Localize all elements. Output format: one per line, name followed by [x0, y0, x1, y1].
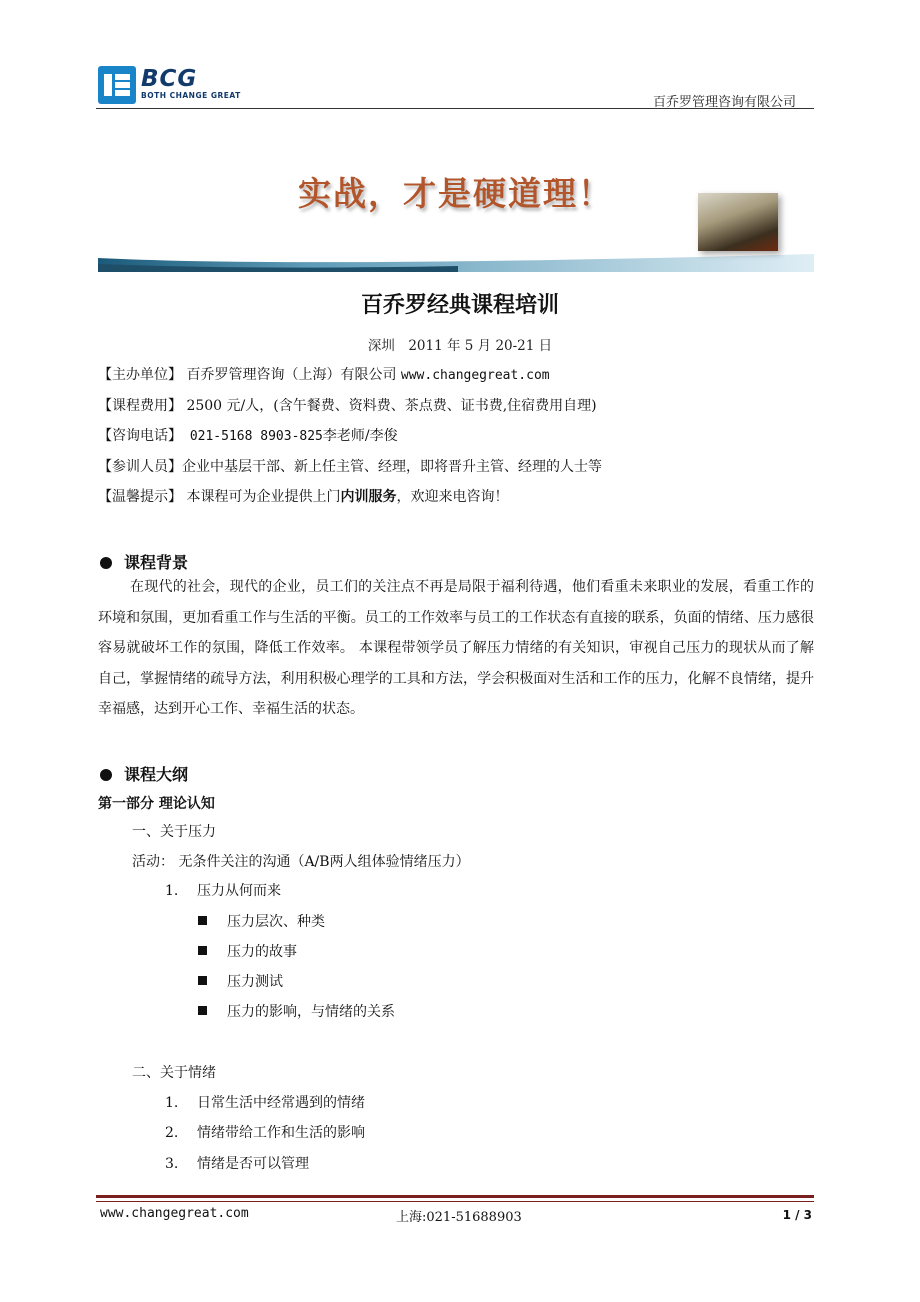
footer-url[interactable]: www.changegreat.com: [100, 1206, 249, 1221]
list-item: 1. 日常生活中经常遇到的情绪: [165, 1095, 365, 1111]
info-bold: 内训服务: [340, 489, 397, 505]
bullet-item: 压力的影响，与情绪的关系: [198, 1001, 395, 1021]
bullet-dot-icon: [100, 769, 112, 781]
bcg-logo-icon: [98, 66, 136, 104]
bullet-item: 压力测试: [198, 971, 283, 991]
banner-slogan: 实战，才是硬道理！: [298, 174, 613, 213]
info-phone: [98, 425, 398, 445]
footer-divider: [96, 1195, 814, 1198]
bullet-dot-icon: [100, 557, 112, 569]
list-item: 1. 压力从何而来: [165, 883, 281, 899]
square-bullet-icon: [198, 976, 207, 985]
info-label: 【主办单位】: [98, 367, 182, 383]
footer-divider-thin: [96, 1201, 814, 1202]
info-label: 【咨询电话】: [98, 428, 182, 444]
logo-text: BCG: [141, 66, 198, 92]
square-bullet-icon: [198, 916, 207, 925]
logo-subtext: BOTH CHANGE GREAT: [141, 91, 241, 100]
info-label: 【课程费用】: [98, 398, 182, 414]
info-text: 企业中基层干部、新上任主管、经理，即将晋升主管、经理的人士等: [182, 459, 602, 475]
list-item: 2. 情绪带给工作和生活的影响: [165, 1125, 365, 1141]
subsection-stress: 一、关于压力: [132, 824, 216, 840]
background-paragraph: 在现代的社会，现代的企业，员工们的关注点不再是局限于福利待遇，他们看重未来职业的发展，看重工作的环境和氛围，更加看重工作与生活的平衡。员工的工作效率与员工的工作状态有直接的联系，负面的情绪、压力感很容易就破坏工作的氛围，降低工作效率。 本课程带领学员了解压力情绪的有关知识，审视自己压力的现状从而了解自己，掌握情绪的疏导方法，利用积极心理学的工具和方法，学会积极面对生活和工作的压力，化解不良情绪，提升幸福感，达到开心工作、幸福生活的状态。: [98, 579, 814, 718]
section-heading-background: 课程背景: [100, 550, 188, 573]
phone-number: 021-5168 8903-825: [182, 429, 323, 444]
info-tail: ，欢迎来电咨询！: [396, 489, 509, 505]
bullet-item: 压力层次、种类: [198, 911, 325, 931]
info-label: 【温馨提示】: [98, 489, 182, 505]
square-bullet-icon: [198, 946, 207, 955]
subsection-emotion: 二、关于情绪: [132, 1065, 216, 1081]
contact-names: 李老师/李俊: [322, 428, 398, 444]
info-text: 百乔罗管理咨询（上海）有限公司: [182, 367, 401, 383]
organizer-url[interactable]: www.changegreat.com: [400, 368, 550, 383]
part-heading: 第一部分 理论认知: [98, 796, 215, 812]
info-fee: [98, 395, 597, 415]
info-text: 2500 元/人，(含午餐费、资料费、茶点费、证书费,住宿费用自理): [182, 398, 597, 414]
list-item: 3. 情绪是否可以管理: [165, 1156, 309, 1172]
page-number: 1 / 3: [782, 1208, 812, 1222]
header-divider: [96, 108, 814, 109]
section-heading-outline: 课程大纲: [100, 762, 188, 785]
info-organizer: [98, 364, 550, 384]
footer-phone: 上海:021-51688903: [396, 1210, 522, 1225]
activity-line: 活动： 无条件关注的沟通（A/B两人组体验情绪压力）: [132, 854, 470, 870]
page-subtitle: 深圳 2011 年 5 月 20-21 日: [367, 338, 553, 354]
bullet-item: 压力的故事: [198, 941, 297, 961]
info-label: 【参训人员】: [98, 459, 182, 475]
info-tip: [98, 486, 508, 506]
page-title: 百乔罗经典课程培训: [360, 293, 559, 318]
header-company-name: 百乔罗管理咨询有限公司: [652, 95, 796, 110]
meeting-photo: [698, 193, 778, 251]
square-bullet-icon: [198, 1006, 207, 1015]
info-participants: [98, 456, 602, 476]
info-text: 本课程可为企业提供上门: [182, 489, 341, 505]
